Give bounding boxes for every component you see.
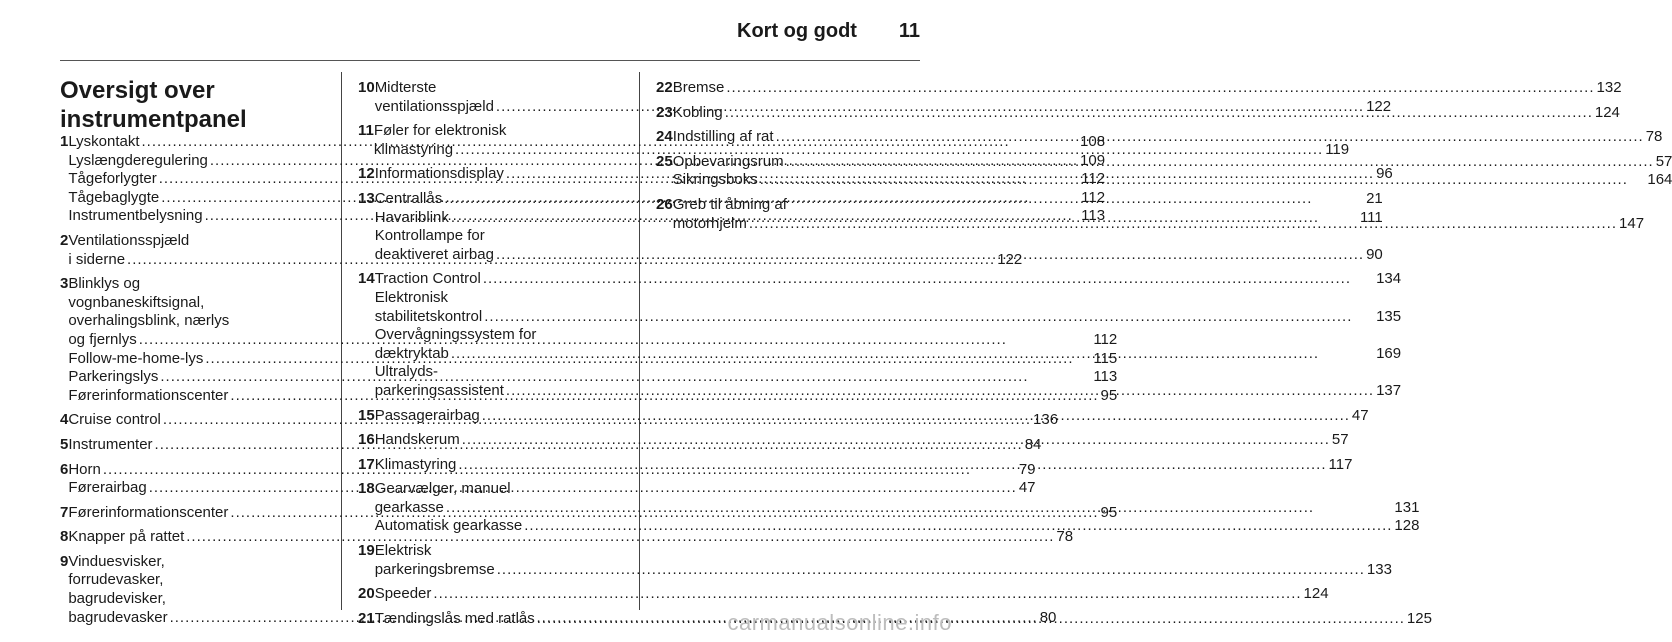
page-reference: 135 bbox=[1376, 307, 1402, 325]
toc-line bbox=[375, 382, 1401, 401]
entry-label: Horn bbox=[68, 460, 101, 478]
page-reference: 21 bbox=[1366, 189, 1383, 207]
entry-number: 12 bbox=[358, 165, 375, 183]
entry-number: 26 bbox=[656, 195, 673, 213]
entry-number: 19 bbox=[358, 542, 375, 560]
toc-line bbox=[375, 585, 1329, 604]
entry-label: Cruise control bbox=[68, 411, 161, 429]
entry-label: Kobling bbox=[672, 103, 723, 121]
entry-number: 3 bbox=[60, 275, 69, 293]
entry-label: Automatisk gearkasse bbox=[374, 517, 523, 535]
entry-label: Lyskontakt bbox=[68, 133, 140, 150]
entry-label: bagrudevasker bbox=[68, 608, 168, 626]
entry-number: 4 bbox=[60, 411, 69, 429]
header-title: Kort og godt bbox=[737, 20, 857, 42]
page-reference: 134 bbox=[1376, 270, 1402, 288]
toc-entry bbox=[358, 542, 1392, 579]
entry-number: 5 bbox=[60, 435, 69, 453]
page-number: 11 bbox=[898, 20, 920, 42]
entry-label: Havariblink bbox=[374, 208, 449, 226]
entry-label: Elektronisk bbox=[374, 288, 449, 306]
toc-line bbox=[375, 517, 1420, 536]
entry-label: Gearvælger, manuel bbox=[374, 480, 511, 498]
page-reference: 169 bbox=[1376, 344, 1402, 362]
toc-line bbox=[673, 153, 1672, 172]
entry-label: Follow-me-home-lys bbox=[68, 349, 204, 367]
entry-label: Tågeforlygter bbox=[68, 170, 157, 188]
entry-label: Elektrisk bbox=[374, 542, 432, 560]
page-reference: 131 bbox=[1394, 498, 1420, 516]
toc-line bbox=[375, 289, 1401, 308]
page-reference: 113 bbox=[1081, 207, 1106, 225]
entry-label: forrudevasker, bbox=[68, 571, 164, 589]
entry-number: 24 bbox=[656, 128, 673, 146]
dot-leader bbox=[462, 431, 1330, 450]
page-reference: 147 bbox=[1619, 214, 1645, 232]
entry-number: 18 bbox=[358, 480, 375, 498]
entry-number: 13 bbox=[358, 189, 375, 207]
page-reference: 47 bbox=[1351, 406, 1369, 424]
entry-label: Instrumentbelysning bbox=[68, 207, 203, 225]
entry-number: 17 bbox=[358, 455, 375, 473]
page-reference: 111 bbox=[1359, 208, 1383, 226]
page-reference: 95 bbox=[1100, 503, 1118, 521]
header-rule bbox=[60, 60, 920, 61]
page-reference: 124 bbox=[1303, 585, 1329, 603]
page-reference: 112 bbox=[1081, 170, 1106, 188]
entry-number: 11 bbox=[358, 122, 374, 140]
entry-label: bagrudevisker, bbox=[68, 590, 166, 608]
entry-label: overhalingsblink, nærlys bbox=[68, 312, 230, 330]
toc-line bbox=[673, 104, 1620, 123]
dot-leader bbox=[524, 517, 1392, 536]
entry-label: Kontrollampe for bbox=[374, 227, 485, 245]
toc-line bbox=[673, 196, 1644, 215]
entry-number: 25 bbox=[656, 152, 673, 170]
page-reference: 119 bbox=[1325, 140, 1350, 158]
entry-label: parkeringsassistent bbox=[374, 381, 504, 399]
page-reference: 128 bbox=[1394, 517, 1420, 535]
page-reference: 125 bbox=[1406, 609, 1432, 627]
dot-leader bbox=[484, 308, 1374, 327]
entry-number: 7 bbox=[60, 503, 69, 521]
dot-leader bbox=[725, 104, 1593, 123]
toc-entry bbox=[358, 585, 1329, 604]
entry-label: motorhjelm bbox=[672, 214, 747, 232]
dot-leader bbox=[433, 585, 1301, 604]
entry-label: Sikringsboks bbox=[672, 171, 758, 189]
page-reference: 47 bbox=[1018, 479, 1036, 497]
entry-label: Førerinformationscenter bbox=[68, 503, 229, 521]
section-title: Oversigt over instrumentpanel bbox=[60, 77, 247, 133]
toc-line bbox=[673, 128, 1663, 147]
entry-label: klimastyring bbox=[373, 140, 454, 158]
dot-leader bbox=[483, 270, 1374, 289]
page-reference: 122 bbox=[997, 250, 1023, 268]
page-reference: 95 bbox=[1100, 386, 1118, 404]
page-reference: 80 bbox=[1039, 608, 1057, 626]
entry-number: 15 bbox=[358, 406, 375, 424]
dot-leader bbox=[537, 610, 1405, 629]
entry-label: stabilitetskontrol bbox=[374, 307, 483, 325]
toc-line bbox=[375, 270, 1401, 289]
entry-number: 1 bbox=[60, 133, 69, 150]
entry-number: 2 bbox=[60, 231, 69, 249]
page-reference: 57 bbox=[1655, 152, 1672, 170]
toc-line bbox=[673, 171, 1672, 190]
page-reference: 133 bbox=[1366, 560, 1392, 578]
entry-number: 9 bbox=[60, 552, 69, 570]
page-reference: 96 bbox=[1376, 165, 1393, 183]
entry-label: Førerairbag bbox=[68, 479, 147, 497]
toc-line bbox=[375, 499, 1420, 518]
entry-label: Opbevaringsrum bbox=[672, 152, 784, 170]
entry-label: Blinklys og bbox=[68, 275, 141, 293]
entry-number: 22 bbox=[656, 79, 673, 96]
entry-label: Greb til åbning af bbox=[672, 195, 787, 213]
toc-line bbox=[375, 542, 1392, 561]
entry-label: Ventilationsspjæld bbox=[68, 231, 190, 249]
entry-label: Klimastyring bbox=[374, 455, 457, 473]
toc-line bbox=[375, 345, 1401, 364]
page-reference: 84 bbox=[1024, 435, 1042, 453]
entry-label: Centrallås bbox=[374, 189, 443, 207]
entry-label: og fjernlys bbox=[68, 330, 137, 348]
page-reference: 79 bbox=[1018, 460, 1036, 478]
entry-label: Midterste bbox=[374, 79, 437, 96]
entry-label: Traction Control bbox=[374, 270, 481, 288]
page-reference: 57 bbox=[1331, 431, 1349, 449]
page-reference: 132 bbox=[1596, 79, 1622, 96]
entry-label: deaktiveret airbag bbox=[374, 245, 494, 263]
entry-label: Indstilling af rat bbox=[672, 128, 774, 146]
page-reference: 78 bbox=[1645, 128, 1663, 146]
page-reference: 115 bbox=[1093, 349, 1118, 367]
toc-entry bbox=[60, 528, 1074, 547]
entry-label: Lyslængderegulering bbox=[68, 151, 208, 169]
dot-leader bbox=[458, 456, 1326, 475]
toc-line bbox=[375, 308, 1401, 327]
entry-number: 21 bbox=[358, 609, 375, 627]
entry-label: ventilationsspjæld bbox=[374, 97, 494, 115]
page-reference: 164 bbox=[1647, 171, 1672, 189]
page-reference: 112 bbox=[1093, 330, 1118, 348]
page-reference: 90 bbox=[1366, 245, 1383, 263]
dot-leader bbox=[497, 561, 1365, 580]
dot-leader bbox=[446, 499, 1393, 518]
entry-label: Instrumenter bbox=[68, 435, 153, 453]
dot-leader bbox=[726, 79, 1594, 98]
toc-line bbox=[375, 326, 1401, 345]
entry-label: Overvågningssystem for bbox=[374, 326, 537, 344]
dot-leader bbox=[786, 153, 1654, 172]
entry-label: parkeringsbremse bbox=[374, 560, 495, 578]
toc-line bbox=[375, 246, 1383, 265]
toc-line bbox=[673, 215, 1644, 234]
toc-line bbox=[673, 79, 1622, 98]
entry-label: vognbaneskiftsignal, bbox=[68, 293, 205, 311]
entry-number: 16 bbox=[358, 431, 375, 449]
entry-label: Knapper på rattet bbox=[68, 528, 185, 546]
page-reference: 113 bbox=[1093, 368, 1118, 386]
entry-label: Vinduesvisker, bbox=[68, 552, 165, 570]
toc-line bbox=[375, 480, 1420, 499]
entry-label: Passagerairbag bbox=[374, 406, 480, 424]
dot-leader bbox=[776, 128, 1644, 147]
dot-leader bbox=[482, 407, 1350, 426]
entry-number: 23 bbox=[656, 103, 673, 121]
entry-number: 10 bbox=[358, 79, 375, 96]
entry-label: Informationsdisplay bbox=[374, 165, 504, 183]
entry-label: Parkeringslys bbox=[68, 368, 159, 386]
dot-leader bbox=[451, 345, 1374, 364]
entry-number: 6 bbox=[60, 460, 69, 478]
dot-leader bbox=[506, 382, 1374, 401]
page-reference: 78 bbox=[1056, 528, 1074, 546]
entry-label: Tændingslås med ratlås bbox=[374, 609, 535, 627]
entry-number: 14 bbox=[358, 270, 375, 288]
entry-number: 8 bbox=[60, 528, 69, 546]
entry-label: Ultralyds- bbox=[374, 363, 439, 381]
page-reference: 109 bbox=[1080, 151, 1106, 169]
entry-label: Føler for elektronisk bbox=[373, 122, 507, 140]
entry-label: dæktryktab bbox=[374, 344, 449, 362]
entry-label: gearkasse bbox=[374, 498, 444, 516]
toc-line bbox=[375, 431, 1349, 450]
entry-number: 20 bbox=[358, 585, 375, 603]
page-reference: 108 bbox=[1080, 133, 1106, 150]
page-reference: 122 bbox=[1366, 97, 1392, 115]
toc-line bbox=[375, 363, 1401, 382]
page-reference: 137 bbox=[1376, 381, 1402, 399]
page-reference: 117 bbox=[1328, 455, 1353, 473]
dot-leader bbox=[496, 246, 1364, 265]
toc-line bbox=[375, 407, 1369, 426]
entry-label: Førerinformationscenter bbox=[68, 386, 229, 404]
entry-label: i siderne bbox=[68, 250, 126, 268]
footer-watermark: carmanualsonline.info bbox=[727, 610, 952, 635]
page-reference: 124 bbox=[1594, 103, 1620, 121]
entry-label: Handskerum bbox=[374, 431, 460, 449]
toc-entry bbox=[656, 79, 1622, 98]
entry-label: Speeder bbox=[374, 585, 432, 603]
toc-line bbox=[375, 561, 1392, 580]
entry-label: Bremse bbox=[672, 79, 725, 96]
dot-leader bbox=[760, 171, 1646, 190]
entry-label: Tågebaglygte bbox=[68, 188, 160, 206]
page-reference: 136 bbox=[1033, 411, 1059, 429]
toc-line bbox=[375, 456, 1353, 475]
dot-leader bbox=[749, 215, 1617, 234]
page-reference: 112 bbox=[1081, 188, 1106, 206]
